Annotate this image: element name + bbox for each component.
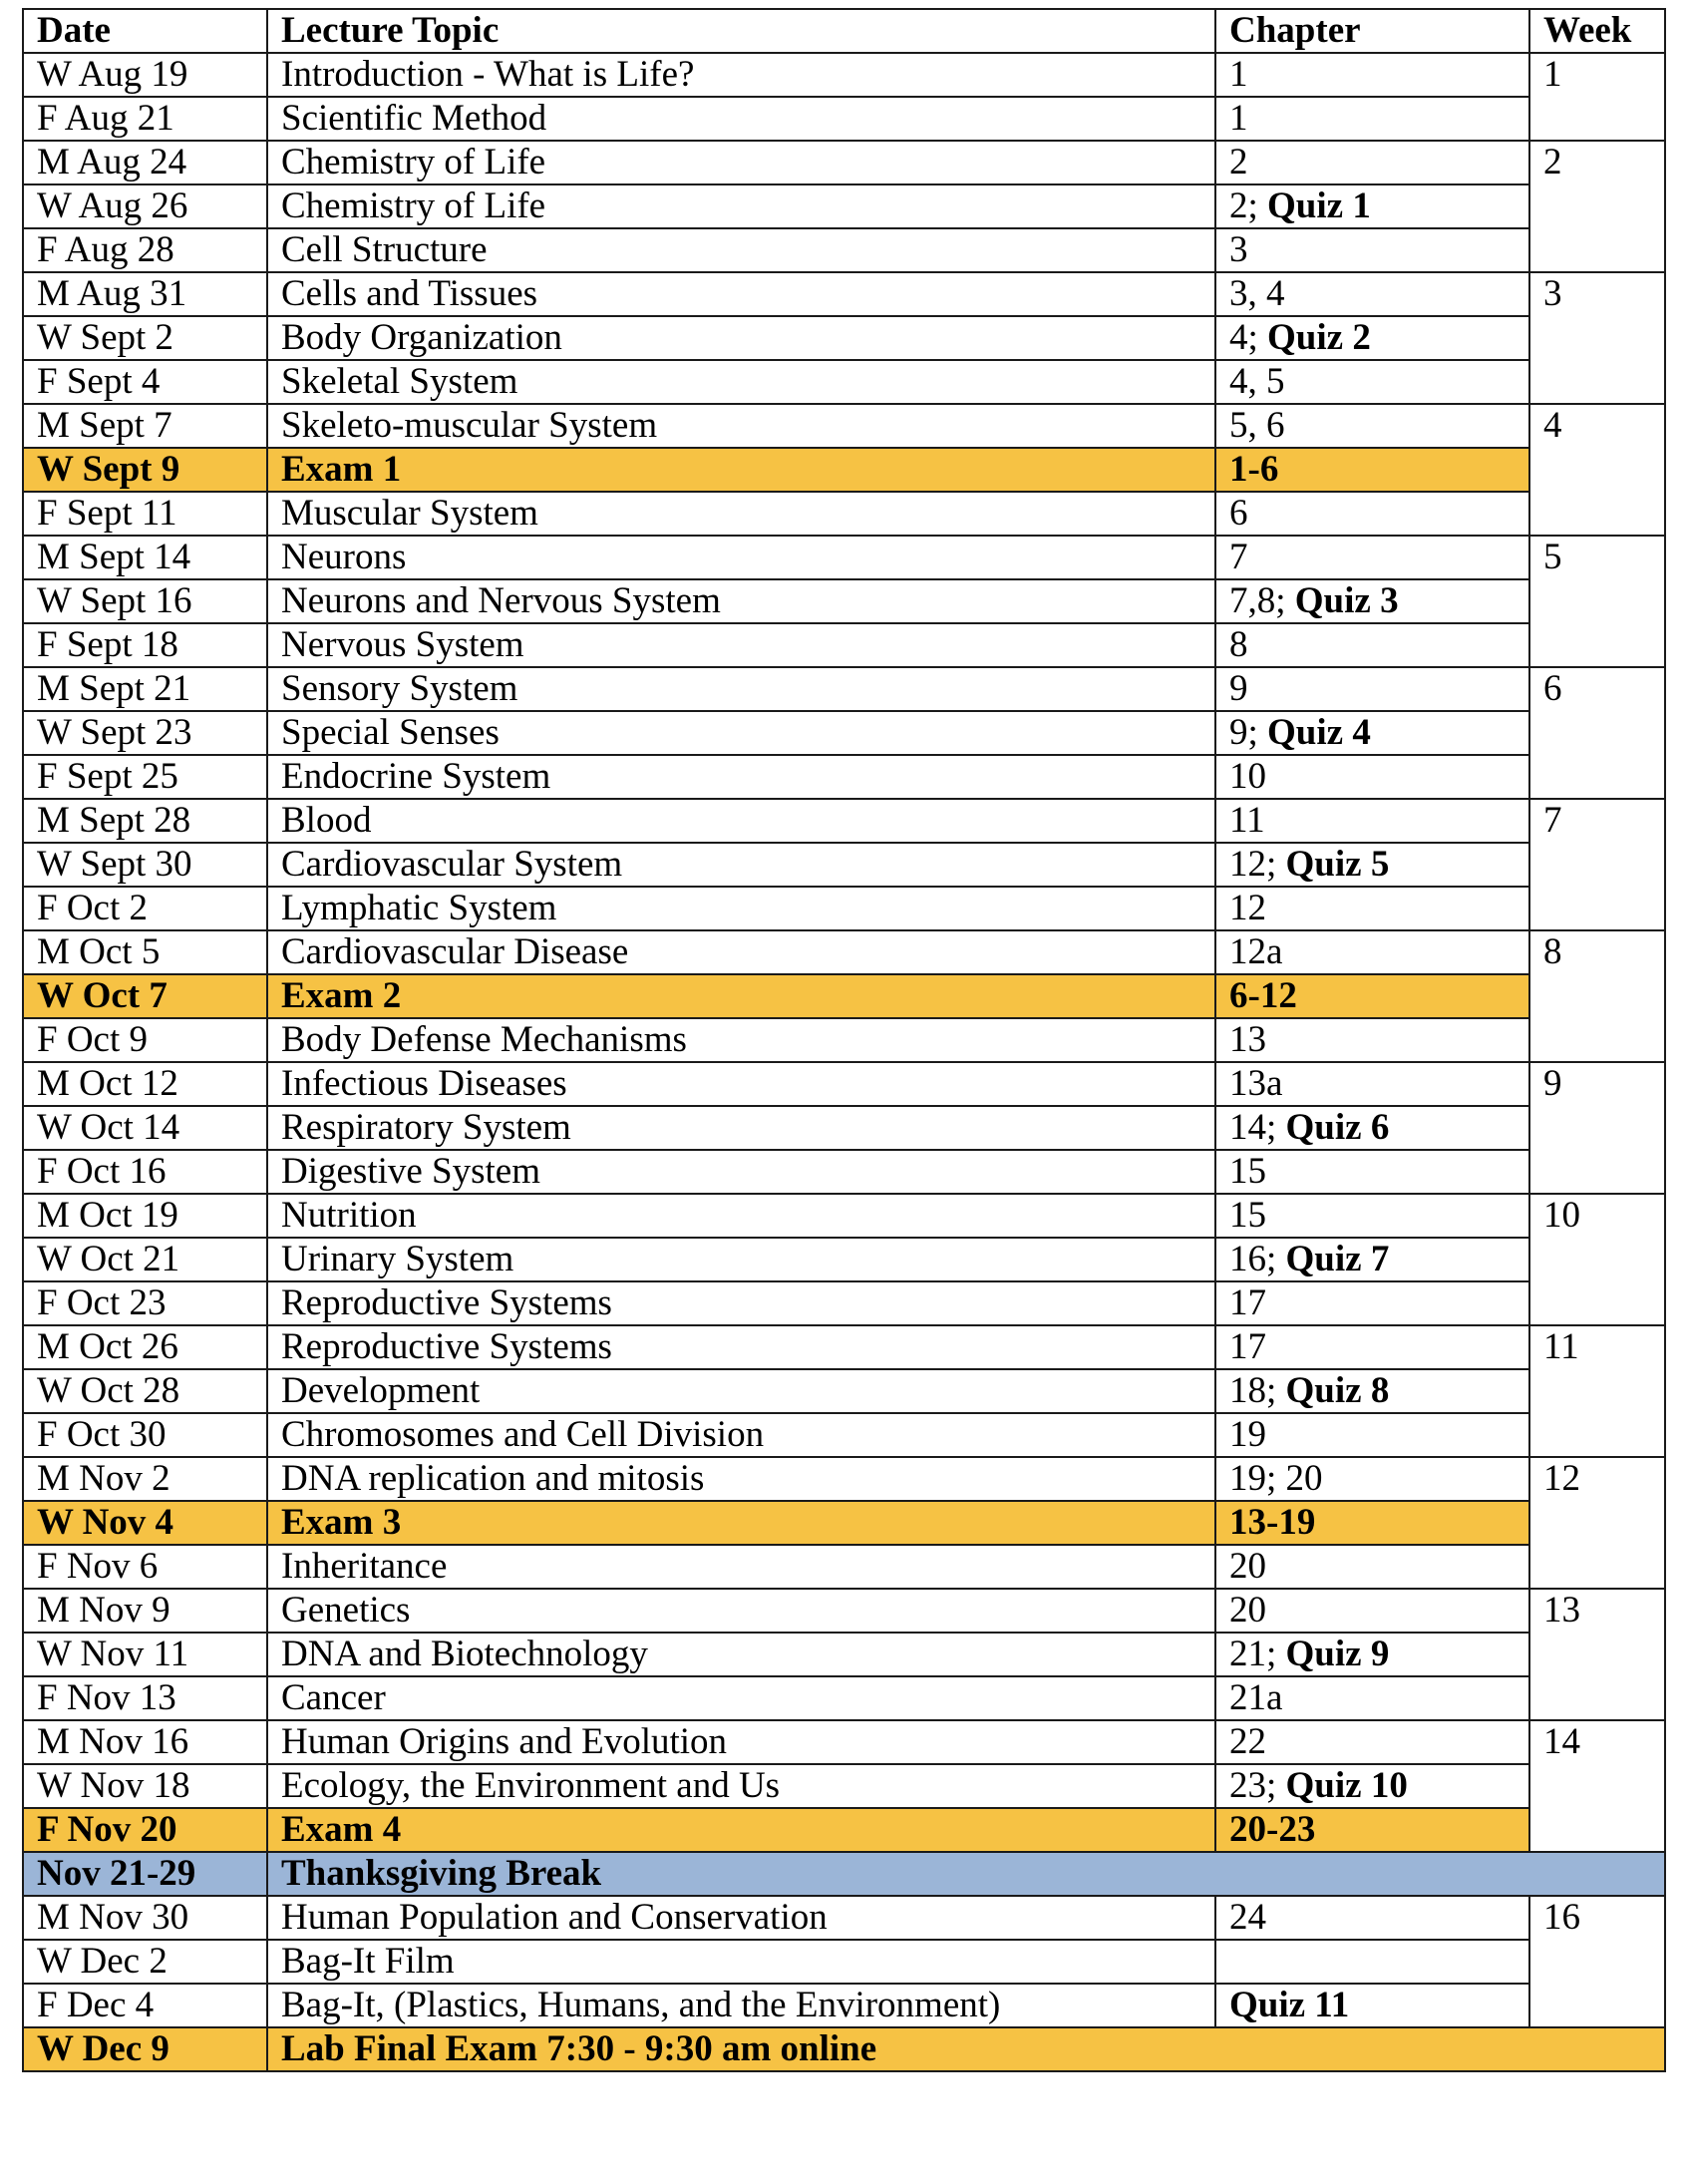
chapter-cell bbox=[1215, 799, 1529, 843]
date-cell: W Oct 7 bbox=[23, 974, 267, 1018]
topic-cell: Lymphatic System bbox=[267, 887, 1215, 930]
break-row bbox=[23, 1852, 1665, 1896]
schedule-row bbox=[23, 97, 1665, 141]
date-cell: F Aug 28 bbox=[23, 228, 267, 272]
chapter-text: 16; bbox=[1229, 1239, 1286, 1279]
schedule-row bbox=[23, 141, 1665, 184]
date-cell: W Sept 2 bbox=[23, 316, 267, 360]
chapter-cell bbox=[1215, 1720, 1529, 1764]
schedule-row bbox=[23, 623, 1665, 667]
week-cell: 13 bbox=[1529, 1589, 1665, 1720]
chapter-text: 6-12 bbox=[1229, 975, 1297, 1016]
chapter-cell bbox=[1215, 1896, 1529, 1940]
chapter-cell bbox=[1215, 1940, 1529, 1984]
topic-cell: Exam 1 bbox=[267, 448, 1215, 492]
schedule-row bbox=[23, 1896, 1665, 1940]
topic-cell: Reproductive Systems bbox=[267, 1325, 1215, 1369]
chapter-cell bbox=[1215, 843, 1529, 887]
date-cell: Nov 21-29 bbox=[23, 1852, 267, 1896]
date-cell: W Dec 9 bbox=[23, 2027, 267, 2071]
date-cell: W Aug 19 bbox=[23, 53, 267, 97]
chapter-cell bbox=[1215, 1106, 1529, 1150]
date-cell: F Aug 21 bbox=[23, 97, 267, 141]
date-cell: W Sept 16 bbox=[23, 579, 267, 623]
topic-cell: Human Population and Conservation bbox=[267, 1896, 1215, 1940]
schedule-row bbox=[23, 1281, 1665, 1325]
schedule-row bbox=[23, 1633, 1665, 1676]
chapter-text: 20 bbox=[1229, 1546, 1266, 1587]
chapter-text: 22 bbox=[1229, 1721, 1266, 1762]
final-exam-row bbox=[23, 2027, 1665, 2071]
chapter-cell bbox=[1215, 1633, 1529, 1676]
topic-cell: Human Origins and Evolution bbox=[267, 1720, 1215, 1764]
date-cell: W Aug 26 bbox=[23, 184, 267, 228]
schedule-row bbox=[23, 1018, 1665, 1062]
chapter-text: 17 bbox=[1229, 1326, 1266, 1367]
chapter-text: 18; bbox=[1229, 1370, 1286, 1411]
chapter-cell bbox=[1215, 53, 1529, 97]
quiz-label: Quiz 5 bbox=[1285, 844, 1390, 885]
chapter-text: 23; bbox=[1229, 1765, 1286, 1806]
date-cell: M Oct 26 bbox=[23, 1325, 267, 1369]
chapter-cell bbox=[1215, 492, 1529, 536]
chapter-text: 4; bbox=[1229, 317, 1268, 358]
date-cell: W Nov 18 bbox=[23, 1764, 267, 1808]
quiz-label: Quiz 4 bbox=[1267, 712, 1371, 753]
schedule-row bbox=[23, 1676, 1665, 1720]
chapter-text: 1 bbox=[1229, 54, 1248, 95]
schedule-row bbox=[23, 930, 1665, 974]
chapter-cell bbox=[1215, 360, 1529, 404]
date-cell: F Oct 23 bbox=[23, 1281, 267, 1325]
week-cell: 12 bbox=[1529, 1457, 1665, 1589]
chapter-text: 8 bbox=[1229, 624, 1248, 665]
chapter-text: 3 bbox=[1229, 229, 1248, 270]
week-cell: 7 bbox=[1529, 799, 1665, 930]
topic-cell: Ecology, the Environment and Us bbox=[267, 1764, 1215, 1808]
final-exam-cell: Lab Final Exam 7:30 - 9:30 am online bbox=[267, 2027, 1665, 2071]
week-cell: 2 bbox=[1529, 141, 1665, 272]
quiz-label: Quiz 11 bbox=[1229, 1985, 1350, 2025]
chapter-cell bbox=[1215, 1194, 1529, 1238]
date-header: Date bbox=[23, 9, 267, 53]
lecture-topic-header: Lecture Topic bbox=[267, 9, 1215, 53]
quiz-label: Quiz 10 bbox=[1285, 1765, 1408, 1806]
topic-cell: Body Defense Mechanisms bbox=[267, 1018, 1215, 1062]
chapter-text: 12 bbox=[1229, 888, 1266, 928]
chapter-cell bbox=[1215, 667, 1529, 711]
date-cell: F Oct 2 bbox=[23, 887, 267, 930]
topic-cell: Exam 4 bbox=[267, 1808, 1215, 1852]
chapter-cell bbox=[1215, 1018, 1529, 1062]
schedule-row bbox=[23, 53, 1665, 97]
chapter-cell bbox=[1215, 974, 1529, 1018]
week-cell: 1 bbox=[1529, 53, 1665, 141]
week-cell: 14 bbox=[1529, 1720, 1665, 1852]
chapter-cell bbox=[1215, 755, 1529, 799]
schedule-row bbox=[23, 272, 1665, 316]
date-cell: W Sept 23 bbox=[23, 711, 267, 755]
topic-cell: Cells and Tissues bbox=[267, 272, 1215, 316]
chapter-text: 20 bbox=[1229, 1590, 1266, 1631]
chapter-cell bbox=[1215, 272, 1529, 316]
chapter-text: 13-19 bbox=[1229, 1502, 1316, 1543]
date-cell: F Sept 11 bbox=[23, 492, 267, 536]
chapter-text: 19; 20 bbox=[1229, 1458, 1323, 1499]
date-cell: M Sept 28 bbox=[23, 799, 267, 843]
schedule-row bbox=[23, 1940, 1665, 1984]
schedule-row bbox=[23, 1545, 1665, 1589]
chapter-text: 1 bbox=[1229, 98, 1248, 139]
chapter-text: 11 bbox=[1229, 800, 1265, 841]
date-cell: M Sept 7 bbox=[23, 404, 267, 448]
date-cell: M Sept 21 bbox=[23, 667, 267, 711]
exam-row bbox=[23, 1808, 1665, 1852]
schedule-row bbox=[23, 1589, 1665, 1633]
topic-cell: Endocrine System bbox=[267, 755, 1215, 799]
schedule-row bbox=[23, 579, 1665, 623]
week-cell: 16 bbox=[1529, 1896, 1665, 2027]
topic-cell: DNA replication and mitosis bbox=[267, 1457, 1215, 1501]
chapter-cell bbox=[1215, 404, 1529, 448]
chapter-cell bbox=[1215, 711, 1529, 755]
chapter-text: 15 bbox=[1229, 1151, 1266, 1192]
topic-cell: Bag-It Film bbox=[267, 1940, 1215, 1984]
topic-cell: Scientific Method bbox=[267, 97, 1215, 141]
date-cell: W Nov 4 bbox=[23, 1501, 267, 1545]
topic-cell: Neurons bbox=[267, 536, 1215, 579]
schedule-row bbox=[23, 316, 1665, 360]
schedule-row bbox=[23, 228, 1665, 272]
quiz-label: Quiz 7 bbox=[1285, 1239, 1390, 1279]
date-cell: M Oct 12 bbox=[23, 1062, 267, 1106]
chapter-cell bbox=[1215, 1413, 1529, 1457]
topic-cell: Inheritance bbox=[267, 1545, 1215, 1589]
date-cell: F Oct 9 bbox=[23, 1018, 267, 1062]
topic-cell: Cancer bbox=[267, 1676, 1215, 1720]
topic-cell: Skeletal System bbox=[267, 360, 1215, 404]
chapter-text: 2 bbox=[1229, 142, 1248, 182]
week-cell: 4 bbox=[1529, 404, 1665, 536]
quiz-label: Quiz 3 bbox=[1294, 580, 1399, 621]
schedule-row bbox=[23, 492, 1665, 536]
topic-cell: Infectious Diseases bbox=[267, 1062, 1215, 1106]
chapter-text: 12; bbox=[1229, 844, 1286, 885]
chapter-text: 20-23 bbox=[1229, 1809, 1316, 1850]
schedule-row bbox=[23, 536, 1665, 579]
date-cell: M Aug 31 bbox=[23, 272, 267, 316]
date-cell: M Nov 2 bbox=[23, 1457, 267, 1501]
chapter-cell bbox=[1215, 1238, 1529, 1281]
chapter-text: 13a bbox=[1229, 1063, 1283, 1104]
schedule-row bbox=[23, 360, 1665, 404]
quiz-label: Quiz 9 bbox=[1285, 1634, 1390, 1674]
chapter-cell bbox=[1215, 1501, 1529, 1545]
topic-cell: Urinary System bbox=[267, 1238, 1215, 1281]
date-cell: W Nov 11 bbox=[23, 1633, 267, 1676]
chapter-text: 12a bbox=[1229, 931, 1283, 972]
date-cell: M Sept 14 bbox=[23, 536, 267, 579]
schedule-row bbox=[23, 1369, 1665, 1413]
chapter-text: 3, 4 bbox=[1229, 273, 1285, 314]
chapter-cell bbox=[1215, 1150, 1529, 1194]
chapter-cell bbox=[1215, 1589, 1529, 1633]
chapter-cell bbox=[1215, 448, 1529, 492]
topic-cell: Muscular System bbox=[267, 492, 1215, 536]
topic-cell: Nervous System bbox=[267, 623, 1215, 667]
chapter-text: 4, 5 bbox=[1229, 361, 1285, 402]
schedule-row bbox=[23, 667, 1665, 711]
topic-cell: Blood bbox=[267, 799, 1215, 843]
chapter-text: 7 bbox=[1229, 537, 1248, 577]
chapter-cell bbox=[1215, 579, 1529, 623]
chapter-cell bbox=[1215, 1369, 1529, 1413]
topic-cell: Exam 3 bbox=[267, 1501, 1215, 1545]
chapter-cell bbox=[1215, 930, 1529, 974]
date-cell: M Oct 5 bbox=[23, 930, 267, 974]
topic-cell: Introduction - What is Life? bbox=[267, 53, 1215, 97]
schedule-row bbox=[23, 1325, 1665, 1369]
chapter-cell bbox=[1215, 536, 1529, 579]
topic-cell: Cell Structure bbox=[267, 228, 1215, 272]
topic-cell: Development bbox=[267, 1369, 1215, 1413]
quiz-label: Quiz 2 bbox=[1267, 317, 1371, 358]
chapter-cell bbox=[1215, 1764, 1529, 1808]
schedule-row bbox=[23, 755, 1665, 799]
exam-row bbox=[23, 974, 1665, 1018]
schedule-row bbox=[23, 184, 1665, 228]
date-cell: W Oct 21 bbox=[23, 1238, 267, 1281]
schedule-row bbox=[23, 1150, 1665, 1194]
schedule-row bbox=[23, 711, 1665, 755]
topic-cell: Chromosomes and Cell Division bbox=[267, 1413, 1215, 1457]
date-cell: W Sept 9 bbox=[23, 448, 267, 492]
schedule-row bbox=[23, 1106, 1665, 1150]
schedule-row bbox=[23, 1984, 1665, 2027]
date-cell: F Dec 4 bbox=[23, 1984, 267, 2027]
break-label-cell: Thanksgiving Break bbox=[267, 1852, 1665, 1896]
date-cell: M Oct 19 bbox=[23, 1194, 267, 1238]
quiz-label: Quiz 6 bbox=[1285, 1107, 1390, 1148]
date-cell: F Sept 18 bbox=[23, 623, 267, 667]
topic-cell: Respiratory System bbox=[267, 1106, 1215, 1150]
week-header: Week bbox=[1529, 9, 1665, 53]
topic-cell: Exam 2 bbox=[267, 974, 1215, 1018]
chapter-text: 9 bbox=[1229, 668, 1248, 709]
chapter-text: 10 bbox=[1229, 756, 1266, 797]
chapter-text: 13 bbox=[1229, 1019, 1266, 1060]
date-cell: W Sept 30 bbox=[23, 843, 267, 887]
chapter-text: 14; bbox=[1229, 1107, 1286, 1148]
chapter-text: 15 bbox=[1229, 1195, 1266, 1236]
quiz-label: Quiz 8 bbox=[1285, 1370, 1390, 1411]
week-cell: 10 bbox=[1529, 1194, 1665, 1325]
quiz-label: Quiz 1 bbox=[1267, 185, 1371, 226]
chapter-cell bbox=[1215, 1984, 1529, 2027]
chapter-text: 17 bbox=[1229, 1282, 1266, 1323]
chapter-cell bbox=[1215, 1676, 1529, 1720]
exam-row bbox=[23, 1501, 1665, 1545]
lecture-schedule-table bbox=[22, 8, 1666, 2072]
schedule-row bbox=[23, 1457, 1665, 1501]
schedule-row bbox=[23, 1238, 1665, 1281]
date-cell: F Nov 6 bbox=[23, 1545, 267, 1589]
chapter-cell bbox=[1215, 184, 1529, 228]
date-cell: W Oct 28 bbox=[23, 1369, 267, 1413]
date-cell: M Aug 24 bbox=[23, 141, 267, 184]
topic-cell: DNA and Biotechnology bbox=[267, 1633, 1215, 1676]
week-cell: 5 bbox=[1529, 536, 1665, 667]
schedule-row bbox=[23, 404, 1665, 448]
topic-cell: Body Organization bbox=[267, 316, 1215, 360]
topic-cell: Nutrition bbox=[267, 1194, 1215, 1238]
topic-cell: Cardiovascular Disease bbox=[267, 930, 1215, 974]
chapter-header: Chapter bbox=[1215, 9, 1529, 53]
chapter-text: 21a bbox=[1229, 1677, 1283, 1718]
week-cell: 9 bbox=[1529, 1062, 1665, 1194]
schedule-row bbox=[23, 887, 1665, 930]
schedule-row bbox=[23, 1764, 1665, 1808]
date-cell: M Nov 16 bbox=[23, 1720, 267, 1764]
date-cell: F Oct 30 bbox=[23, 1413, 267, 1457]
topic-cell: Cardiovascular System bbox=[267, 843, 1215, 887]
topic-cell: Digestive System bbox=[267, 1150, 1215, 1194]
chapter-text: 7,8; bbox=[1229, 580, 1295, 621]
chapter-cell bbox=[1215, 1062, 1529, 1106]
chapter-cell bbox=[1215, 228, 1529, 272]
schedule-row bbox=[23, 1413, 1665, 1457]
date-cell: F Sept 4 bbox=[23, 360, 267, 404]
schedule-row bbox=[23, 1194, 1665, 1238]
date-cell: F Oct 16 bbox=[23, 1150, 267, 1194]
date-cell: W Dec 2 bbox=[23, 1940, 267, 1984]
topic-cell: Chemistry of Life bbox=[267, 184, 1215, 228]
week-cell: 3 bbox=[1529, 272, 1665, 404]
week-cell: 11 bbox=[1529, 1325, 1665, 1457]
schedule-body bbox=[23, 53, 1665, 2071]
date-cell: F Sept 25 bbox=[23, 755, 267, 799]
chapter-text: 1-6 bbox=[1229, 449, 1279, 490]
date-cell: F Nov 13 bbox=[23, 1676, 267, 1720]
chapter-text: 2; bbox=[1229, 185, 1268, 226]
chapter-text: 24 bbox=[1229, 1897, 1266, 1938]
topic-cell: Neurons and Nervous System bbox=[267, 579, 1215, 623]
schedule-row bbox=[23, 1720, 1665, 1764]
date-cell: W Oct 14 bbox=[23, 1106, 267, 1150]
schedule-row bbox=[23, 843, 1665, 887]
chapter-cell bbox=[1215, 141, 1529, 184]
chapter-text: 6 bbox=[1229, 493, 1248, 534]
schedule-row bbox=[23, 799, 1665, 843]
topic-cell: Special Senses bbox=[267, 711, 1215, 755]
topic-cell: Chemistry of Life bbox=[267, 141, 1215, 184]
chapter-cell bbox=[1215, 1281, 1529, 1325]
chapter-text: 9; bbox=[1229, 712, 1268, 753]
chapter-cell bbox=[1215, 1325, 1529, 1369]
chapter-cell bbox=[1215, 1808, 1529, 1852]
schedule-row bbox=[23, 1062, 1665, 1106]
header-row bbox=[23, 9, 1665, 53]
chapter-text: 5, 6 bbox=[1229, 405, 1285, 446]
chapter-text: 21; bbox=[1229, 1634, 1286, 1674]
week-cell: 8 bbox=[1529, 930, 1665, 1062]
chapter-cell bbox=[1215, 1545, 1529, 1589]
exam-row bbox=[23, 448, 1665, 492]
topic-cell: Reproductive Systems bbox=[267, 1281, 1215, 1325]
date-cell: M Nov 9 bbox=[23, 1589, 267, 1633]
chapter-text: 19 bbox=[1229, 1414, 1266, 1455]
topic-cell: Bag-It, (Plastics, Humans, and the Environment) bbox=[267, 1984, 1215, 2027]
topic-cell: Sensory System bbox=[267, 667, 1215, 711]
chapter-cell bbox=[1215, 97, 1529, 141]
chapter-cell bbox=[1215, 887, 1529, 930]
chapter-cell bbox=[1215, 1457, 1529, 1501]
date-cell: F Nov 20 bbox=[23, 1808, 267, 1852]
week-cell: 6 bbox=[1529, 667, 1665, 799]
topic-cell: Skeleto-muscular System bbox=[267, 404, 1215, 448]
chapter-cell bbox=[1215, 316, 1529, 360]
topic-cell: Genetics bbox=[267, 1589, 1215, 1633]
date-cell: M Nov 30 bbox=[23, 1896, 267, 1940]
chapter-cell bbox=[1215, 623, 1529, 667]
